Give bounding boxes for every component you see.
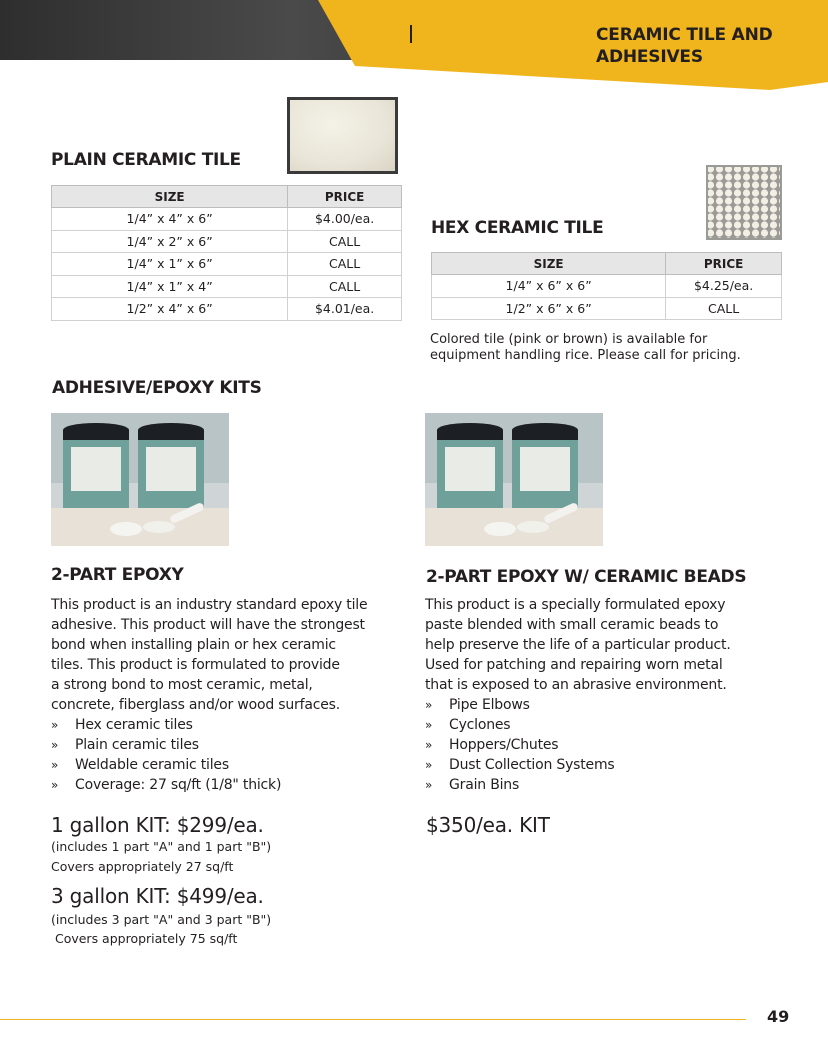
table-row: 1/4” x 6” x 6” $4.25/ea. bbox=[432, 275, 782, 298]
header-divider bbox=[410, 25, 412, 43]
kit3-price: 3 gallon KIT: $499/ea. bbox=[51, 884, 264, 908]
plain-tile-title: PLAIN CERAMIC TILE bbox=[51, 150, 241, 170]
column-header-size: SIZE bbox=[432, 253, 666, 275]
epoxy-description: This product is an industry standard epoxy tile adhesive. This product will have the strongest bond when installing plain or hex ceramic tiles. This product is formulated to provide a strong bond to most ceramic, metal, concrete, fiberglass and/or wood surfaces. » Hex ceramic tiles » Plain ceramic tiles » Weldable ceramic tiles » Coverage: 27 sq/ft (1/8" thick) bbox=[51, 597, 368, 793]
plain-tile-table bbox=[51, 185, 402, 321]
kit3-includes: (includes 3 part "A" and 3 part "B") bbox=[51, 912, 272, 927]
hex-tile-note: Colored tile (pink or brown) is available for equipment handling rice. Please call for pricing. bbox=[430, 332, 741, 363]
table-row: 1/4” x 4” x 6” $4.00/ea. bbox=[52, 208, 402, 231]
list-item: » Hoppers/Chutes bbox=[425, 737, 559, 753]
epoxy-title: 2-PART EPOXY bbox=[51, 565, 184, 585]
epoxy-bullet-list bbox=[51, 715, 367, 795]
plain-tile-photo bbox=[287, 97, 398, 174]
column-header-price: PRICE bbox=[288, 186, 402, 208]
beads-bullet-list bbox=[425, 695, 731, 795]
column-header-price: PRICE bbox=[666, 253, 782, 275]
beads-description: This product is a specially formulated epoxy paste blended with small ceramic beads to help preserve the life of a particular product. Used for patching and repairing worn metal that is exposed to an abrasive environment. » Pipe Elbows » Cyclones » Hoppers/Chutes » Dust Collection Systems » Grain Bins bbox=[425, 597, 731, 793]
beads-kit-photo bbox=[425, 413, 603, 546]
kit1-includes: (includes 1 part "A" and 1 part "B") bbox=[51, 839, 272, 854]
table-row: 1/2” x 4” x 6” $4.01/ea. bbox=[52, 298, 402, 321]
table-row: 1/2” x 6” x 6” CALL bbox=[432, 297, 782, 320]
list-item: » Grain Bins bbox=[425, 777, 520, 793]
list-item: » Hex ceramic tiles bbox=[51, 717, 193, 733]
epoxy-kit-photo bbox=[51, 413, 229, 546]
kit3-coverage: Covers appropriately 75 sq/ft bbox=[51, 931, 238, 946]
beads-title: 2-PART EPOXY W/ CERAMIC BEADS bbox=[426, 567, 747, 587]
list-item: » Cyclones bbox=[425, 717, 511, 733]
page-number: 49 bbox=[767, 1007, 790, 1026]
list-item: » Pipe Elbows bbox=[425, 697, 530, 713]
list-item: » Coverage: 27 sq/ft (1/8" thick) bbox=[51, 777, 282, 793]
beads-price: $350/ea. KIT bbox=[426, 813, 550, 837]
table-row: 1/4” x 1” x 4” CALL bbox=[52, 275, 402, 298]
list-item: » Weldable ceramic tiles bbox=[51, 757, 229, 773]
footer-rule bbox=[0, 1019, 746, 1020]
column-header-size: SIZE bbox=[52, 186, 288, 208]
table-row: 1/4” x 2” x 6” CALL bbox=[52, 230, 402, 253]
list-item: » Dust Collection Systems bbox=[425, 757, 615, 773]
kits-title: ADHESIVE/EPOXY KITS bbox=[52, 378, 262, 398]
hex-tile-title: HEX CERAMIC TILE bbox=[431, 218, 604, 238]
page-title: CERAMIC TILE AND ADHESIVES bbox=[596, 25, 773, 67]
kit1-coverage: Covers appropriately 27 sq/ft bbox=[51, 859, 234, 874]
kit1-price: 1 gallon KIT: $299/ea. bbox=[51, 813, 264, 837]
hex-tile-photo bbox=[706, 165, 782, 240]
table-row: 1/4” x 1” x 6” CALL bbox=[52, 253, 402, 276]
list-item: » Plain ceramic tiles bbox=[51, 737, 199, 753]
hex-tile-table bbox=[431, 252, 782, 320]
